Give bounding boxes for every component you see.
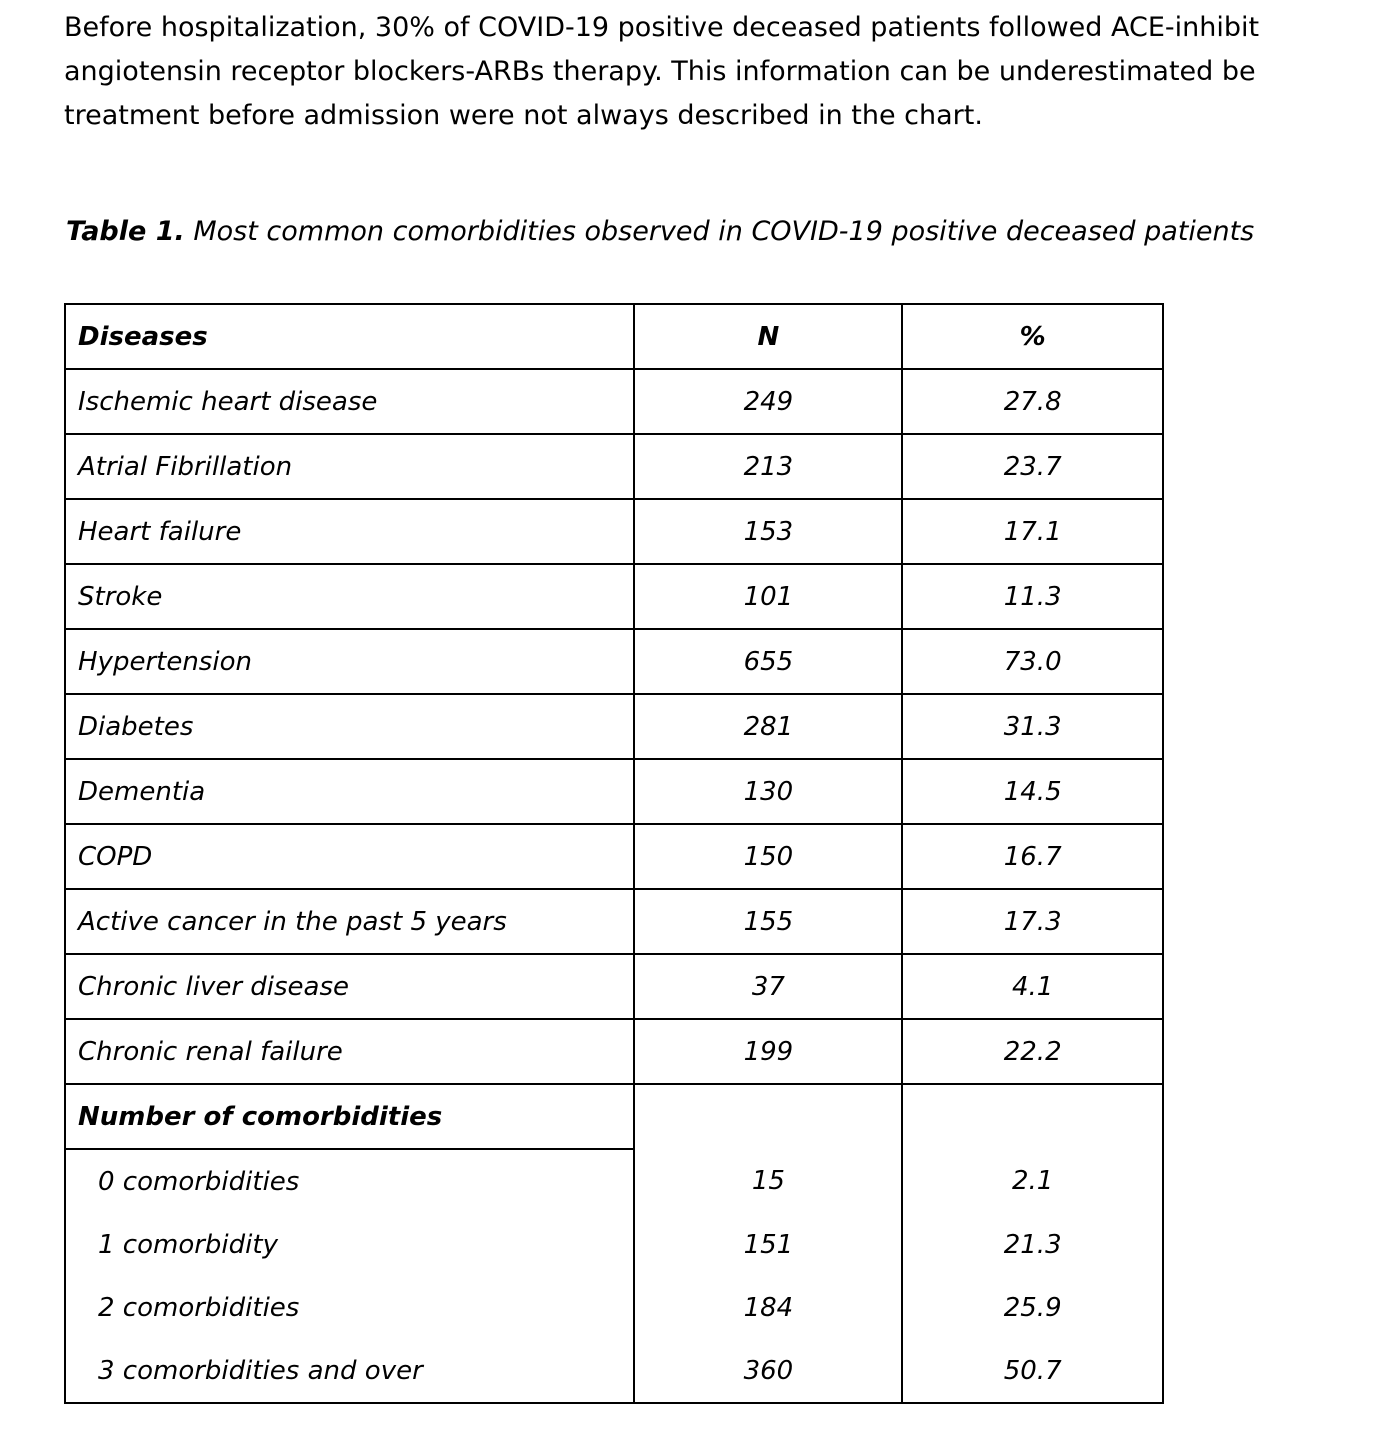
cell-disease: Chronic renal failure (65, 1019, 634, 1084)
table-row (65, 499, 1163, 564)
column-header-percent: % (902, 304, 1163, 369)
table-row (65, 694, 1163, 759)
cell-disease: Active cancer in the past 5 years (65, 889, 634, 954)
table-row (65, 629, 1163, 694)
cell-n: 213 (634, 434, 902, 499)
cell-disease: 2 comorbidities (65, 1276, 634, 1339)
cell-pct: 23.7 (902, 434, 1163, 499)
intro-line-1: Before hospitalization, 30% of COVID-19 positive deceased patients followed ACE-inhibit (64, 12, 1260, 43)
cell-n: 151 (634, 1213, 902, 1276)
table-caption-text: Most common comorbidities observed in COVID-19 positive deceased patients (184, 216, 1255, 247)
cell-disease: Chronic liver disease (65, 954, 634, 1019)
cell-n: 101 (634, 564, 902, 629)
table-section-header-row (65, 1084, 1163, 1149)
cell-n: 150 (634, 824, 902, 889)
table-row (65, 1276, 1163, 1339)
column-header-n: N (634, 304, 902, 369)
cell-disease: Atrial Fibrillation (65, 434, 634, 499)
cell-n: 155 (634, 889, 902, 954)
cell-disease: Dementia (65, 759, 634, 824)
cell-n: 130 (634, 759, 902, 824)
cell-disease: 1 comorbidity (65, 1213, 634, 1276)
cell-pct: 31.3 (902, 694, 1163, 759)
cell-pct-empty (902, 1084, 1163, 1149)
table-row (65, 954, 1163, 1019)
cell-disease: 0 comorbidities (65, 1149, 634, 1213)
table-row (65, 759, 1163, 824)
cell-disease: 3 comorbidities and over (65, 1339, 634, 1403)
table-row (65, 889, 1163, 954)
intro-line-3: treatment before admission were not always described in the chart. (64, 100, 983, 131)
table-row (65, 824, 1163, 889)
table-caption (66, 216, 1254, 247)
table-caption-label: Table 1. (66, 216, 185, 247)
cell-disease: Ischemic heart disease (65, 369, 634, 434)
table-row (65, 1213, 1163, 1276)
cell-disease: Heart failure (65, 499, 634, 564)
column-header-diseases: Diseases (65, 304, 634, 369)
table-row (65, 1019, 1163, 1084)
comorbidities-table (64, 303, 1164, 1404)
cell-disease: Diabetes (65, 694, 634, 759)
cell-disease: COPD (65, 824, 634, 889)
cell-n: 655 (634, 629, 902, 694)
cell-n-empty (634, 1084, 902, 1149)
intro-line-2: angiotensin receptor blockers-ARBs therapy. This information can be underestimated be (64, 56, 1256, 87)
cell-n: 281 (634, 694, 902, 759)
cell-n: 184 (634, 1276, 902, 1339)
cell-pct: 17.3 (902, 889, 1163, 954)
cell-pct: 2.1 (902, 1149, 1163, 1213)
cell-pct: 16.7 (902, 824, 1163, 889)
cell-pct: 14.5 (902, 759, 1163, 824)
cell-pct: 21.3 (902, 1213, 1163, 1276)
cell-pct: 22.2 (902, 1019, 1163, 1084)
cell-n: 15 (634, 1149, 902, 1213)
cell-pct: 27.8 (902, 369, 1163, 434)
cell-disease: Stroke (65, 564, 634, 629)
cell-n: 360 (634, 1339, 902, 1403)
table-row (65, 564, 1163, 629)
cell-pct: 4.1 (902, 954, 1163, 1019)
cell-pct: 17.1 (902, 499, 1163, 564)
cell-pct: 11.3 (902, 564, 1163, 629)
cell-n: 249 (634, 369, 902, 434)
cell-pct: 73.0 (902, 629, 1163, 694)
table-row (65, 434, 1163, 499)
cell-disease: Hypertension (65, 629, 634, 694)
table-row (65, 1339, 1163, 1403)
cell-n: 153 (634, 499, 902, 564)
intro-paragraph (64, 6, 1380, 138)
cell-section-title: Number of comorbidities (65, 1084, 634, 1149)
cell-pct: 25.9 (902, 1276, 1163, 1339)
cell-pct: 50.7 (902, 1339, 1163, 1403)
cell-n: 37 (634, 954, 902, 1019)
table-header-row (65, 304, 1163, 369)
cell-n: 199 (634, 1019, 902, 1084)
table-row (65, 1149, 1163, 1213)
table-row (65, 369, 1163, 434)
